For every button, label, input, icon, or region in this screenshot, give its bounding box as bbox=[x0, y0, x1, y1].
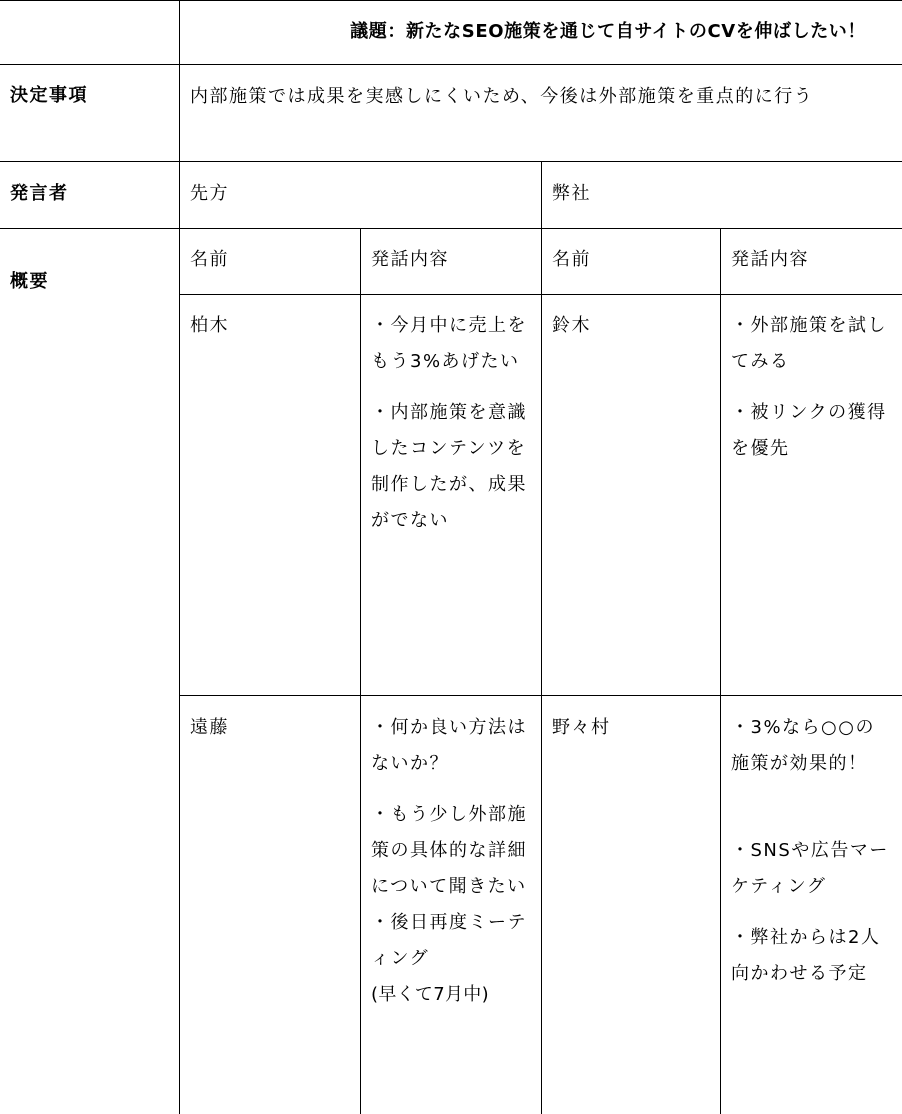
remark: ・3%なら○○の施策が効果的！ bbox=[731, 717, 875, 774]
row2-company-name: 野々村 bbox=[552, 717, 611, 738]
remark: ・SNSや広告マーケティング bbox=[731, 840, 889, 897]
remark: (早くて7月中) bbox=[371, 984, 489, 1005]
col-divider-company-remarks bbox=[720, 228, 721, 1114]
remark: ・今月中に売上をもう3%あげたい bbox=[371, 315, 527, 372]
speaker-company: 弊社 bbox=[552, 183, 591, 204]
row-divider-decision bbox=[0, 161, 902, 162]
header-company-name: 名前 bbox=[552, 249, 591, 270]
col-divider-company bbox=[541, 161, 542, 1114]
speaker-client: 先方 bbox=[190, 183, 229, 204]
row1-client-remarks bbox=[371, 308, 534, 539]
agenda-text: 議題：新たなSEO施策を通じて自サイトのCVを伸ばしたい！ bbox=[350, 21, 866, 42]
decision-label: 決定事項 bbox=[10, 85, 88, 106]
remark: ・後日再度ミーティング bbox=[371, 912, 527, 969]
speakers-label: 発言者 bbox=[10, 183, 69, 204]
remark: ・内部施策を意識したコンテンツを制作したが、成果がでない bbox=[371, 402, 527, 531]
col-divider-label bbox=[179, 0, 180, 1114]
row-divider-agenda bbox=[0, 64, 902, 65]
summary-label: 概要 bbox=[10, 271, 49, 292]
agenda-title bbox=[180, 0, 902, 64]
row2-client-remarks bbox=[371, 710, 534, 1013]
row1-company-remarks bbox=[731, 308, 894, 467]
remark: ・弊社からは2人向かわせる予定 bbox=[731, 927, 881, 984]
row2-company-remarks bbox=[731, 710, 894, 992]
row2-client-name: 遠藤 bbox=[190, 717, 229, 738]
row-divider-speakers bbox=[0, 228, 902, 229]
header-client-remarks: 発話内容 bbox=[371, 249, 449, 270]
remark: ・外部施策を試してみる bbox=[731, 315, 887, 372]
row1-company-name: 鈴木 bbox=[552, 315, 591, 336]
remark: ・何か良い方法はないか？ bbox=[371, 717, 527, 774]
row1-client-name: 柏木 bbox=[190, 315, 229, 336]
col-divider-client-remarks bbox=[360, 228, 361, 1114]
remark: ・もう少し外部施策の具体的な詳細について聞きたい bbox=[371, 804, 527, 897]
decision-text: 内部施策では成果を実感しにくいため、今後は外部施策を重点的に行う bbox=[190, 86, 814, 107]
remark: ・被リンクの獲得を優先 bbox=[731, 402, 887, 459]
header-company-remarks: 発話内容 bbox=[731, 249, 809, 270]
header-client-name: 名前 bbox=[190, 249, 229, 270]
